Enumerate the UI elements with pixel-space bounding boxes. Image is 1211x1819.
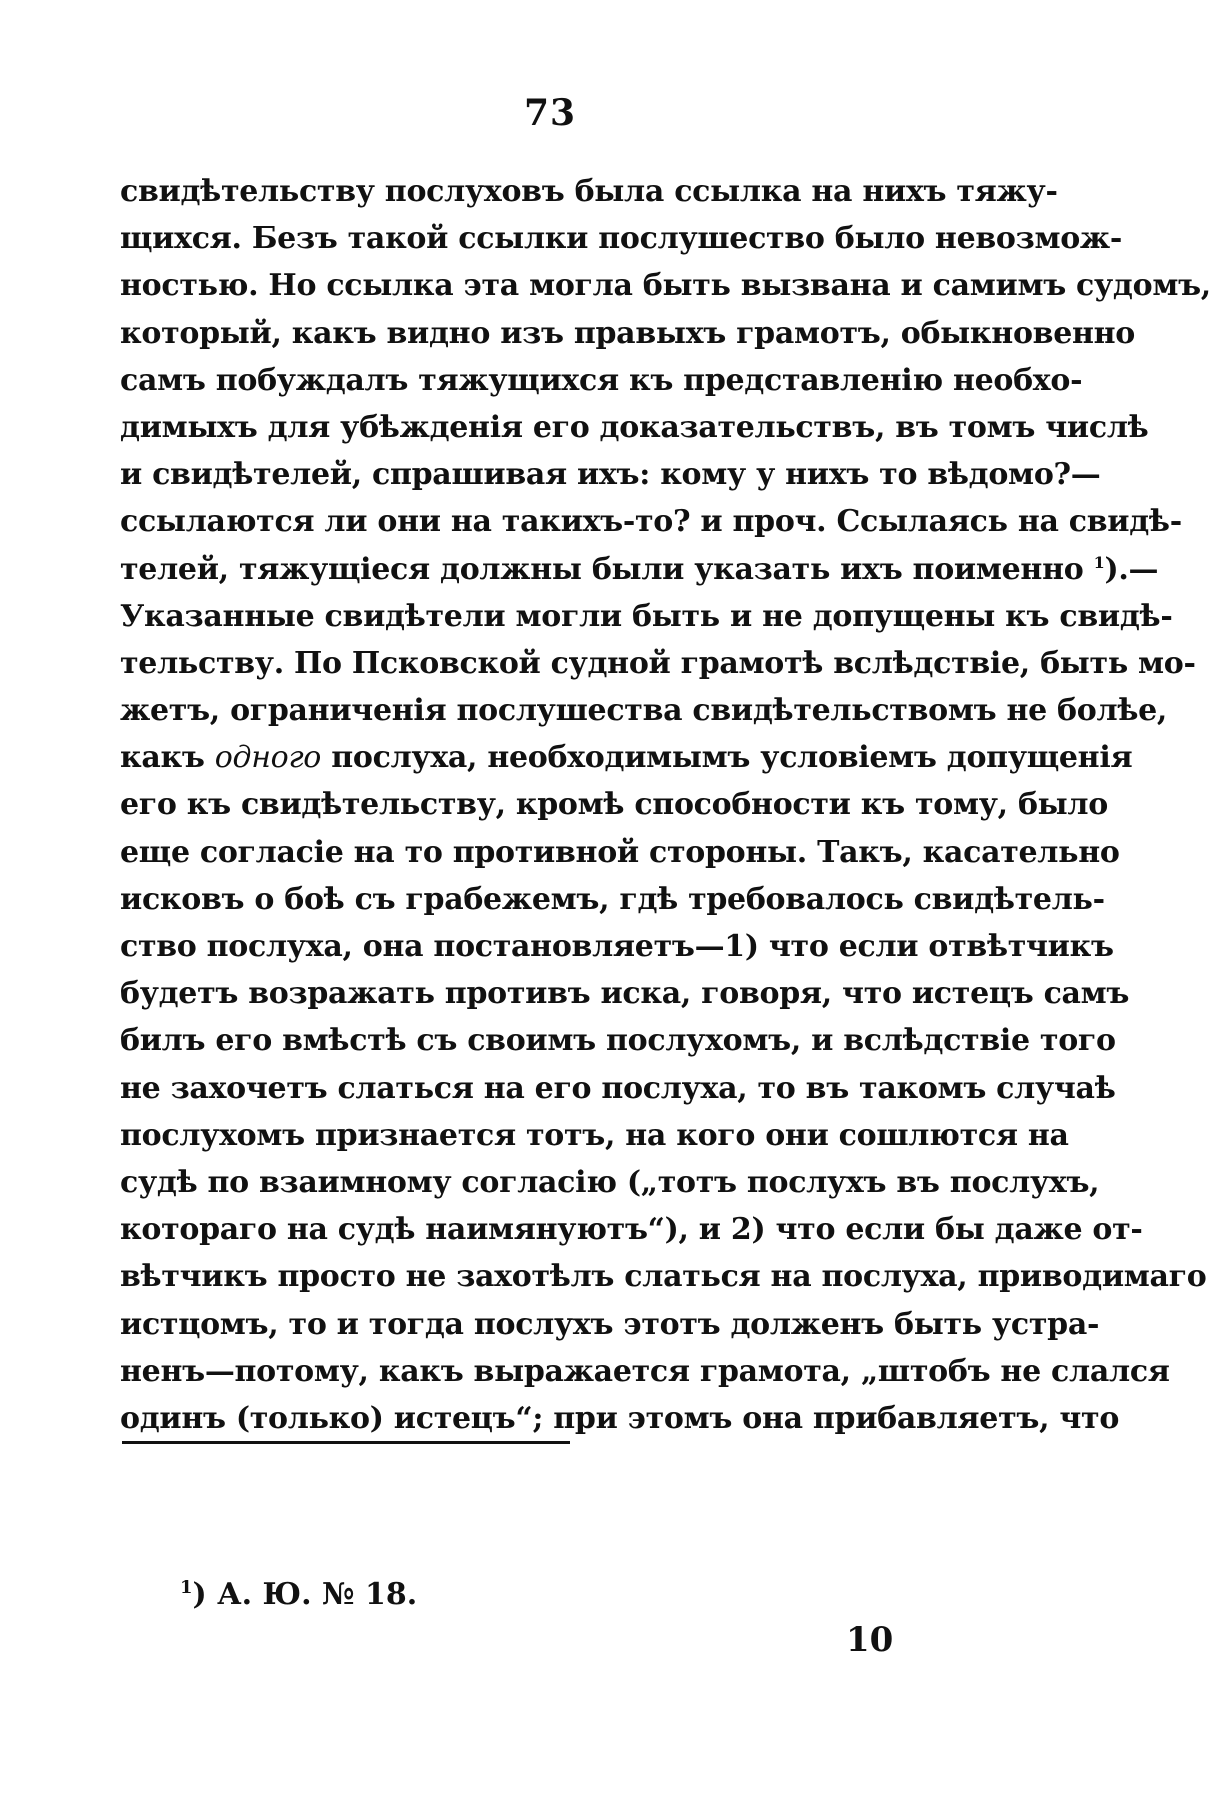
text-line: жетъ, ограниченія послушества свидѣтельствомъ не болѣе, bbox=[120, 693, 1168, 729]
text-line: не захочетъ слаться на его послуха, то въ такомъ случаѣ bbox=[120, 1070, 1116, 1106]
text-line: щихся. Безъ такой ссылки послушество было невозмож- bbox=[120, 221, 1123, 257]
signature-mark: 10 bbox=[846, 1620, 894, 1660]
text-line-main: телей, тяжущіеся должны были указать ихъ поименно bbox=[120, 551, 1084, 587]
text-line: будетъ возражать противъ иска, говоря, что истецъ самъ bbox=[120, 976, 1130, 1012]
text-line: ностью. Но ссылка эта могла быть вызвана и самимъ судомъ, bbox=[120, 268, 1211, 304]
text-line: одинъ (только) истецъ“; при этомъ она прибавляетъ, что bbox=[120, 1400, 1120, 1436]
text-line: ство послуха, она постановляетъ—1) что если отвѣтчикъ bbox=[120, 929, 1114, 964]
page-number: 73 bbox=[523, 92, 577, 134]
text-line: котораго на судѣ наимянуютъ“), и 2) что если бы даже от- bbox=[120, 1212, 1143, 1248]
footnote-reference: 1 bbox=[1093, 552, 1105, 572]
text-line-start: какъ bbox=[120, 740, 205, 776]
text-line: судѣ по взаимному согласію („тотъ послухъ въ послухъ, bbox=[120, 1164, 1100, 1200]
text-line: его къ свидѣтельству, кромѣ способности къ тому, было bbox=[120, 787, 1108, 823]
body-text bbox=[120, 168, 1211, 1442]
text-line: билъ его вмѣстѣ съ своимъ послухомъ, и вслѣдствіе того bbox=[120, 1023, 1116, 1059]
text-line: свидѣтельству послуховъ была ссылка на нихъ тяжу- bbox=[120, 174, 1058, 209]
text-line-tail: послуха, необходимымъ условіемъ допущенія bbox=[331, 740, 1133, 776]
italic-word: одного bbox=[214, 740, 322, 776]
text-line: истцомъ, то и тогда послухъ этотъ долженъ быть устра- bbox=[120, 1306, 1100, 1342]
text-line: самъ побуждалъ тяжущихся къ представленію необхо- bbox=[120, 362, 1083, 398]
footnote-mark: 1 bbox=[180, 1577, 193, 1598]
footnote bbox=[180, 1577, 417, 1612]
text-line: ссылаются ли они на такихъ-то? и проч. Ссылаясь на свидѣ- bbox=[120, 504, 1182, 540]
text-line: послухомъ признается тотъ, на кого они сошлются на bbox=[120, 1117, 1069, 1153]
text-line-with-footnote-ref bbox=[120, 546, 1159, 593]
text-line: который, какъ видно изъ правыхъ грамотъ, обыкновенно bbox=[120, 315, 1136, 351]
footnote-text: ) А. Ю. № 18. bbox=[192, 1577, 418, 1612]
footnote-divider bbox=[122, 1441, 570, 1444]
text-line: исковъ о боѣ съ грабежемъ, гдѣ требовалось свидѣтель- bbox=[120, 881, 1105, 917]
text-line: еще согласіе на то противной стороны. Такъ, касательно bbox=[120, 834, 1120, 870]
text-line: и свидѣтелей, спрашивая ихъ: кому у нихъ то вѣдомо?— bbox=[120, 457, 1101, 493]
text-line: димыхъ для убѣжденія его доказательствъ, въ томъ числѣ bbox=[120, 409, 1149, 445]
text-line: Указанные свидѣтели могли быть и не допущены къ свидѣ- bbox=[120, 598, 1173, 634]
text-line-tail: ).— bbox=[1104, 551, 1159, 587]
text-line: вѣтчикъ просто не захотѣлъ слаться на послуха, приводимаго bbox=[120, 1259, 1207, 1295]
text-line: тельству. По Псковской судной грамотѣ вслѣдствіе, быть мо- bbox=[120, 645, 1196, 681]
text-line-with-italic bbox=[120, 734, 1133, 781]
text-line: ненъ—потому, какъ выражается грамота, „штобъ не слался bbox=[120, 1353, 1170, 1389]
